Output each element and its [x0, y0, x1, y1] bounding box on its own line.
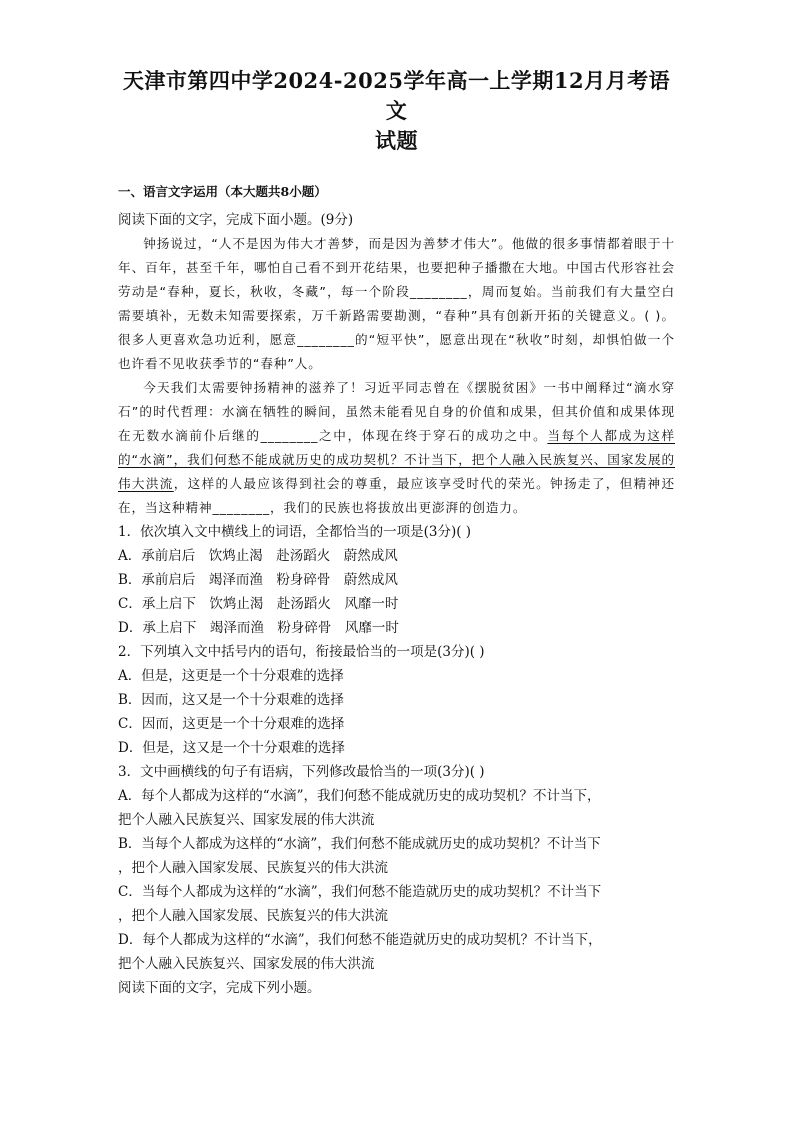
- question-2-option-a: A．但是，这更是一个十分艰难的选择: [118, 668, 344, 684]
- reading-passage: [118, 232, 675, 520]
- option-line-1: B．当每个人都成为这样的“水滴”，我们何愁不能成就历史的成功契机？不计当下: [118, 836, 601, 852]
- question-2-option-d: D．但是，这又是一个十分艰难的选择: [118, 740, 345, 756]
- option-line-2: 把个人融入民族复兴、国家发展的伟大洪流: [118, 956, 375, 972]
- question-1-option-a: A．承前启后 饮鸩止渴 赴汤蹈火 蔚然成风: [118, 548, 398, 564]
- question-2-option-c: C．因而，这更是一个十分艰难的选择: [118, 716, 345, 732]
- question-2-option-b: B．因而，这又是一个十分艰难的选择: [118, 692, 344, 708]
- title-line-1: 天津市第四中学2024-2025学年高一上学期12月月考语文: [122, 68, 671, 123]
- question-3-option-b: [118, 832, 675, 880]
- question-1-option-c: C．承上启下 饮鸩止渴 赴汤蹈火 风靡一时: [118, 596, 399, 612]
- passage-p2-part-a: 今天我们太需要钟扬精神的滋养了！习近平同志曾在《摆脱贫困》一书中阐释过“滴水穿石”的时代哲理：水滴在牺牲的瞬间，虽然未能看见自身的价值和成果，但其价值和成果体现在无数水滴前仆后继的________之中，体现在终于穿石的成功之中。: [118, 380, 675, 443]
- question-3-option-c: [118, 880, 675, 928]
- section-heading: 一、语言文字运用（本大题共8小题）: [118, 184, 327, 199]
- passage-paragraph-2: [118, 376, 675, 520]
- reading-intro: 阅读下面的文字，完成下面小题。(9分): [118, 212, 354, 228]
- option-line-1: D．每个人都成为这样的“水滴”，我们何愁不能造就历史的成功契机？不计当下，: [118, 932, 602, 948]
- question-3-stem: 3．文中画横线的句子有语病，下列修改最恰当的一项(3分)( ): [118, 764, 485, 780]
- question-1-option-d: D．承上启下 竭泽而渔 粉身碎骨 风靡一时: [118, 620, 399, 636]
- option-line-2: ，把个人融入国家发展、民族复兴的伟大洪流: [118, 860, 388, 876]
- title-line-2: 试题: [375, 128, 418, 153]
- question-3: [118, 760, 675, 976]
- question-2: [118, 640, 675, 760]
- passage-paragraph-1: 钟扬说过，“人不是因为伟大才善梦，而是因为善梦才伟大”。他做的很多事情都着眼于十年、百年，甚至千年，哪怕自己看不到开花结果，也要把种子播撒在大地。中国古代形容社会劳动是“春种，夏长，秋收，冬藏”，每一个阶段________，周而复始。当前我们有大量空白需要填补，无数未知需要探索，万千新路需要勘测，“春种”具有创新开拓的关键意义。( )。很多人更喜欢急功近利，愿意________的“短平快”，愿意出现在“秋收”时刻，却惧怕做一个也许看不见收获季节的“春种”人。: [118, 236, 675, 371]
- question-3-option-a: [118, 784, 675, 832]
- option-line-2: ，把个人融入国家发展、民族复兴的伟大洪流: [118, 908, 388, 924]
- question-1-stem: 1．依次填入文中横线上的词语，全都恰当的一项是(3分)( ): [118, 524, 472, 540]
- option-line-1: A．每个人都成为这样的“水滴”，我们何愁不能成就历史的成功契机？不计当下，: [118, 788, 601, 804]
- question-1-option-b: B．承前启后 竭泽而渔 粉身碎骨 蔚然成风: [118, 572, 398, 588]
- next-reading-intro: 阅读下面的文字，完成下列小题。: [118, 980, 321, 996]
- option-line-2: 把个人融入民族复兴、国家发展的伟大洪流: [118, 812, 375, 828]
- underlined-sentence: 当每个人都成为这样的“水滴”，我们何愁不能成就历史的成功契机？不计当下，把个人融入民族复兴、国家发展的伟大洪流: [118, 428, 675, 491]
- question-3-option-d: [118, 928, 675, 976]
- question-1: [118, 520, 675, 640]
- passage-p2-part-b: ，这样的人最应该得到社会的尊重，最应该享受时代的荣光。钟扬走了，但精神还在，当这种精神________，我们的民族也将拔放出更澎湃的创造力。: [118, 476, 675, 515]
- option-line-1: C．当每个人都成为这样的“水滴”，我们何愁不能造就历史的成功契机？不计当下: [118, 884, 602, 900]
- question-2-stem: 2．下列填入文中括号内的语句，衔接最恰当的一项是(3分)( ): [118, 644, 485, 660]
- page-title: [118, 66, 675, 156]
